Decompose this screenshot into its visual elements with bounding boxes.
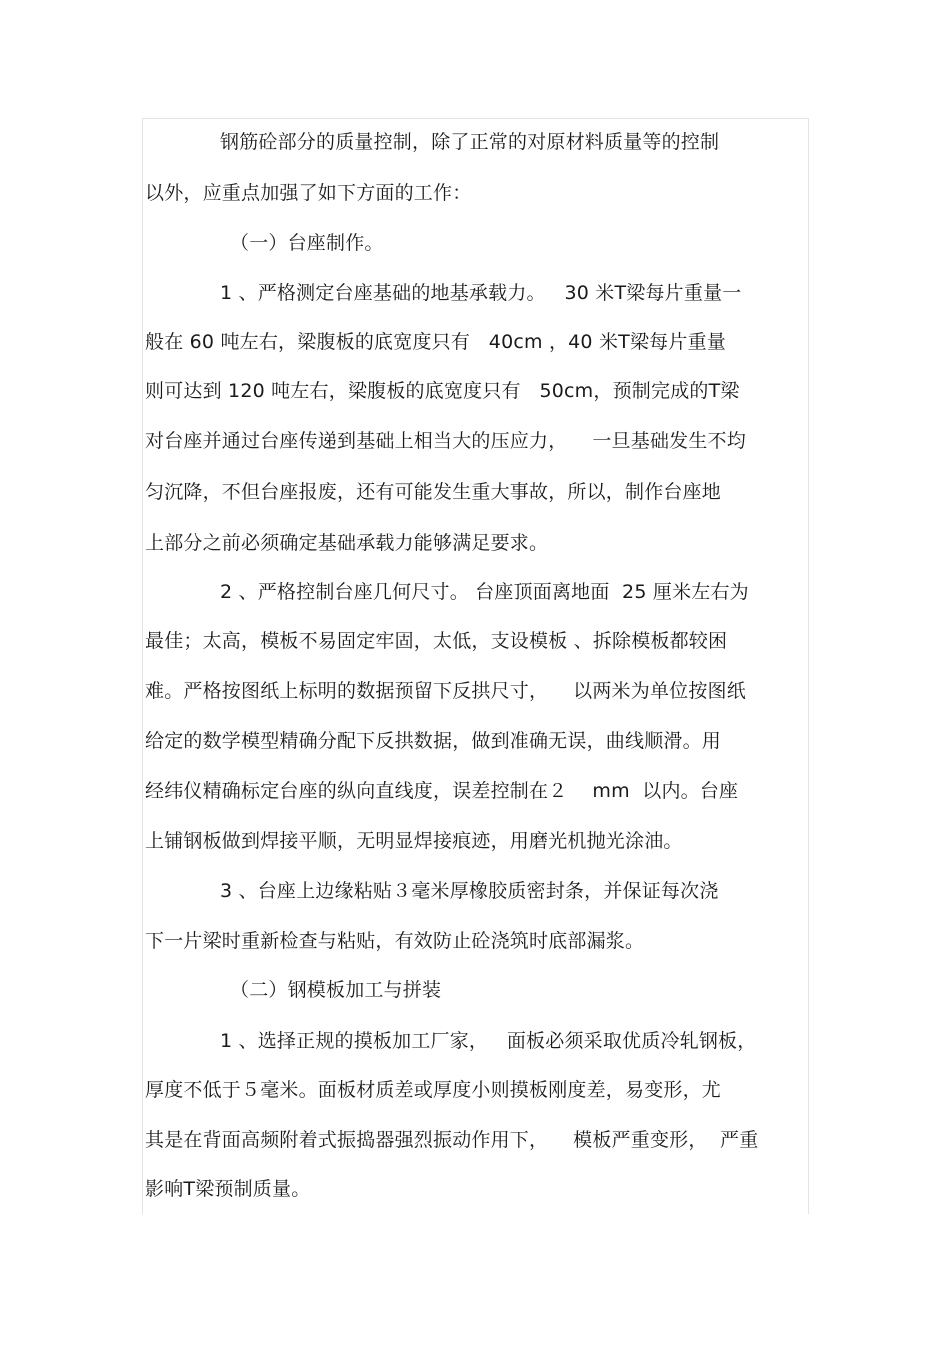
paragraph-line: 以外，应重点加强了如下方面的工作： (145, 182, 472, 204)
paragraph-line: 难。严格按图纸上标明的数据预留下反拱尺寸， 以两米为单位按图纸 (145, 680, 746, 702)
paragraph-line: 对台座并通过台座传递到基础上相当大的压应力， 一旦基础发生不均 (145, 430, 746, 452)
paragraph-line: 上部分之前必须确定基础承载力能够满足要求。 (145, 532, 549, 554)
paragraph-line: 般在 60 吨左右，梁腹板的底宽度只有 40cm ，40 米T梁每片重量 (145, 331, 726, 353)
paragraph-line: 下一片梁时重新检查与粘贴，有效防止砼浇筑时底部漏浆。 (145, 930, 645, 952)
paragraph-line: 1 、严格测定台座基础的地基承载力。 30 米T梁每片重量一 (220, 282, 742, 304)
paragraph-line: 上铺钢板做到焊接平顺，无明显焊接痕迹，用磨光机抛光涂油。 (145, 830, 683, 852)
paragraph-line: 最佳；太高，模板不易固定牢固，太低，支设模板 、拆除模板都较困 (145, 630, 728, 652)
paragraph-line: 匀沉降，不但台座报废，还有可能发生重大事故，所以，制作台座地 (145, 481, 722, 503)
paragraph-line: 给定的数学模型精确分配下反拱数据，做到准确无误，曲线顺滑。用 (145, 730, 722, 752)
paragraph-line: 钢筋砼部分的质量控制，除了正常的对原材料质量等的控制 (220, 131, 720, 153)
paragraph-line: 经纬仪精确标定台座的纵向直线度，误差控制在２ mm 以内。台座 (145, 780, 739, 802)
paragraph-line: 厚度不低于５毫米。面板材质差或厚度小则摸板刚度差，易变形，尤 (145, 1079, 722, 1101)
paragraph-line: 2 、严格控制台座几何尺寸。 台座顶面离地面 25 厘米左右为 (220, 581, 749, 603)
paragraph-line: 影响T梁预制质量。 (145, 1178, 311, 1200)
section-heading: （一）台座制作。 (230, 232, 384, 254)
paragraph-line: 则可达到 120 吨左右，梁腹板的底宽度只有 50cm，预制完成的T梁 (145, 380, 740, 402)
section-heading: （二）钢模板加工与拼装 (230, 979, 442, 1001)
paragraph-line: 1 、选择正规的摸板加工厂家， 面板必须采取优质冷轧钢板， (220, 1030, 757, 1052)
paragraph-line: 3 、台座上边缘粘贴３毫米厚橡胶质密封条，并保证每次浇 (220, 880, 719, 902)
paragraph-line: 其是在背面高频附着式振捣器强烈振动作用下， 模板严重变形， 严重 (145, 1129, 759, 1151)
